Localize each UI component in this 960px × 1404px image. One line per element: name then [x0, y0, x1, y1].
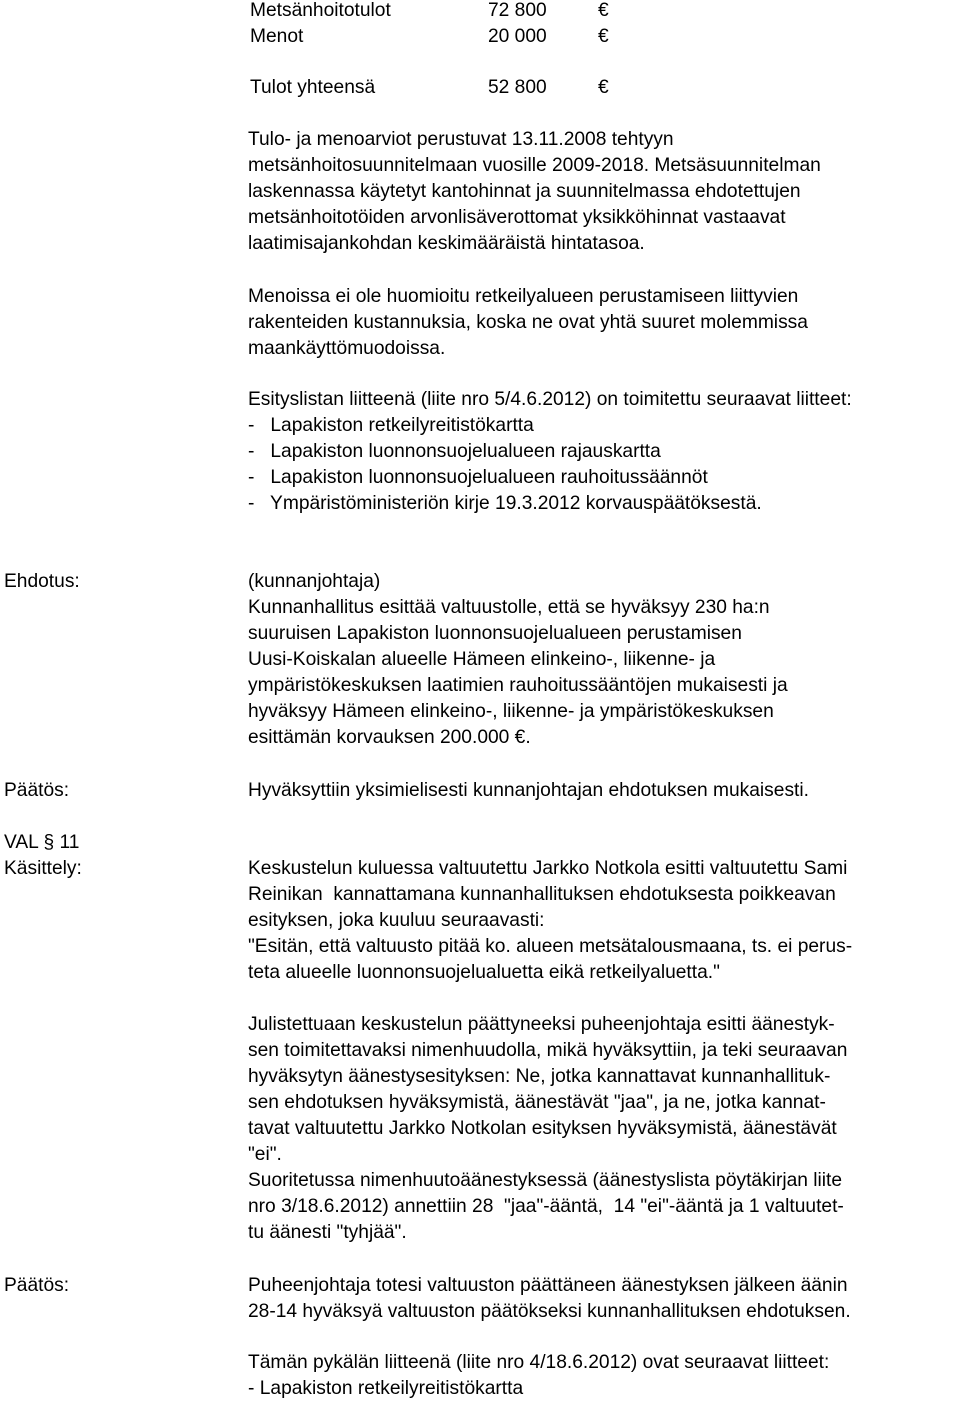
- budget-label-revenue: Metsänhoitotulot: [250, 0, 391, 21]
- euro-symbol: €: [598, 77, 609, 98]
- text-line: suuruisen Lapakiston luonnonsuojelualueen perustamisen: [248, 623, 742, 644]
- text-line: esityksen, joka kuuluu seuraavasti:: [248, 910, 545, 931]
- text-line: hyväksytyn äänestysesityksen: Ne, jotka kannattavat kunnanhallituk-: [248, 1066, 831, 1087]
- attachments-heading: Esityslistan liitteenä (liite nro 5/4.6.2012) on toimitettu seuraavat liitteet:: [248, 389, 852, 410]
- text-line: laskennassa käytetyt kantohinnat ja suunnitelmassa ehdotettujen: [248, 181, 801, 202]
- attachments-heading: Tämän pykälän liitteenä (liite nro 4/18.6.2012) ovat seuraavat liitteet:: [248, 1352, 830, 1373]
- text-line: tavat valtuutettu Jarkko Notkolan esityksen hyväksymistä, äänestävät: [248, 1118, 837, 1139]
- attachment-item: - Lapakiston luonnonsuojelualueen rajauskartta: [248, 441, 661, 462]
- expenses-note-paragraph: [248, 284, 808, 362]
- text-line: Tulo- ja menoarviot perustuvat 13.11.2008 tehtyyn: [248, 129, 674, 150]
- euro-symbol: €: [598, 26, 609, 47]
- handling-paragraph-1: [248, 856, 852, 986]
- proposal-text: [248, 569, 788, 751]
- text-line: laatimisajankohdan keskimääräistä hintatasoa.: [248, 233, 645, 254]
- text-line: sen ehdotuksen hyväksymistä, äänestävät "jaa", ja ne, jotka kannat-: [248, 1092, 826, 1113]
- text-line: metsänhoitosuunnitelmaan vuosille 2009-2018. Metsäsuunnitelman: [248, 155, 821, 176]
- handling-paragraph-2: [248, 1012, 847, 1246]
- section-attachments: [248, 1350, 829, 1402]
- text-line: nro 3/18.6.2012) annettiin 28 "jaa"-ääntä, 14 "ei"-ääntä ja 1 valtuutet-: [248, 1196, 844, 1217]
- budget-label-expenses: Menot: [250, 26, 304, 47]
- text-line: Keskustelun kuluessa valtuutettu Jarkko Notkola esitti valtuutettu Sami: [248, 858, 848, 879]
- text-line: tu äänesti "tyhjää".: [248, 1222, 407, 1243]
- text-line: Menoissa ei ole huomioitu retkeilyalueen perustamiseen liittyvien: [248, 286, 799, 307]
- text-line: Julistettuaan keskustelun päättyneeksi puheenjohtaja esitti äänestyk-: [248, 1014, 835, 1035]
- handling-label: Käsittely:: [4, 858, 82, 879]
- attachment-item: - Lapakiston retkeilyreitistökartta: [248, 415, 534, 436]
- decision-label: Päätös:: [4, 780, 70, 801]
- budget-value-total: 52 800: [488, 77, 547, 98]
- text-line: metsänhoitotöiden arvonlisäverottomat yksikköhinnat vastaavat: [248, 207, 786, 228]
- text-line: sen toimitettavaksi nimenhuudolla, mikä hyväksyttiin, ja teki seuraavan: [248, 1040, 848, 1061]
- text-line: Kunnanhallitus esittää valtuustolle, että se hyväksyy 230 ha:n: [248, 597, 770, 618]
- budget-value-revenue: 72 800: [488, 0, 547, 21]
- budget-label-total: Tulot yhteensä: [250, 77, 376, 98]
- text-line: (kunnanjohtaja): [248, 571, 381, 592]
- attachments-list: [248, 387, 852, 517]
- text-line: teta alueelle luonnonsuojelualuetta eikä retkeilyaluetta.": [248, 962, 720, 983]
- text-line: ympäristökeskuksen laatimien rauhoitussääntöjen mukaisesti ja: [248, 675, 788, 696]
- decision-text: [248, 1273, 851, 1325]
- text-line: "ei".: [248, 1144, 282, 1165]
- text-line: Puheenjohtaja totesi valtuuston päättäneen äänestyksen jälkeen äänin: [248, 1275, 848, 1296]
- text-line: Reinikan kannattamana kunnanhallituksen ehdotuksesta poikkeavan: [248, 884, 836, 905]
- attachment-item: - Lapakiston luonnonsuojelualueen rauhoitussäännöt: [248, 467, 708, 488]
- decision-text: Hyväksyttiin yksimielisesti kunnanjohtajan ehdotuksen mukaisesti.: [248, 780, 809, 801]
- proposal-label: Ehdotus:: [4, 571, 80, 592]
- budget-value-expenses: 20 000: [488, 26, 547, 47]
- text-line: hyväksyy Hämeen elinkeino-, liikenne- ja ympäristökeskuksen: [248, 701, 774, 722]
- section-number: VAL § 11: [4, 832, 80, 853]
- budget-basis-paragraph: [248, 127, 821, 257]
- decision-label: Päätös:: [4, 1275, 70, 1296]
- text-line: Suoritetussa nimenhuutoäänestyksessä (äänestyslista pöytäkirjan liite: [248, 1170, 843, 1191]
- text-line: "Esitän, että valtuusto pitää ko. alueen metsätalousmaana, ts. ei perus-: [248, 936, 853, 957]
- text-line: rakenteiden kustannuksia, koska ne ovat yhtä suuret molemmissa: [248, 312, 808, 333]
- text-line: 28-14 hyväksyä valtuuston päätökseksi kunnanhallituksen ehdotuksen.: [248, 1301, 851, 1322]
- attachment-item: - Lapakiston retkeilyreitistökartta: [248, 1378, 524, 1399]
- attachment-item: - Ympäristöministeriön kirje 19.3.2012 korvauspäätöksestä.: [248, 493, 762, 514]
- euro-symbol: €: [598, 0, 609, 21]
- text-line: esittämän korvauksen 200.000 €.: [248, 727, 531, 748]
- text-line: Uusi-Koiskalan alueelle Hämeen elinkeino-, liikenne- ja: [248, 649, 716, 670]
- text-line: maankäyttömuodoissa.: [248, 338, 446, 359]
